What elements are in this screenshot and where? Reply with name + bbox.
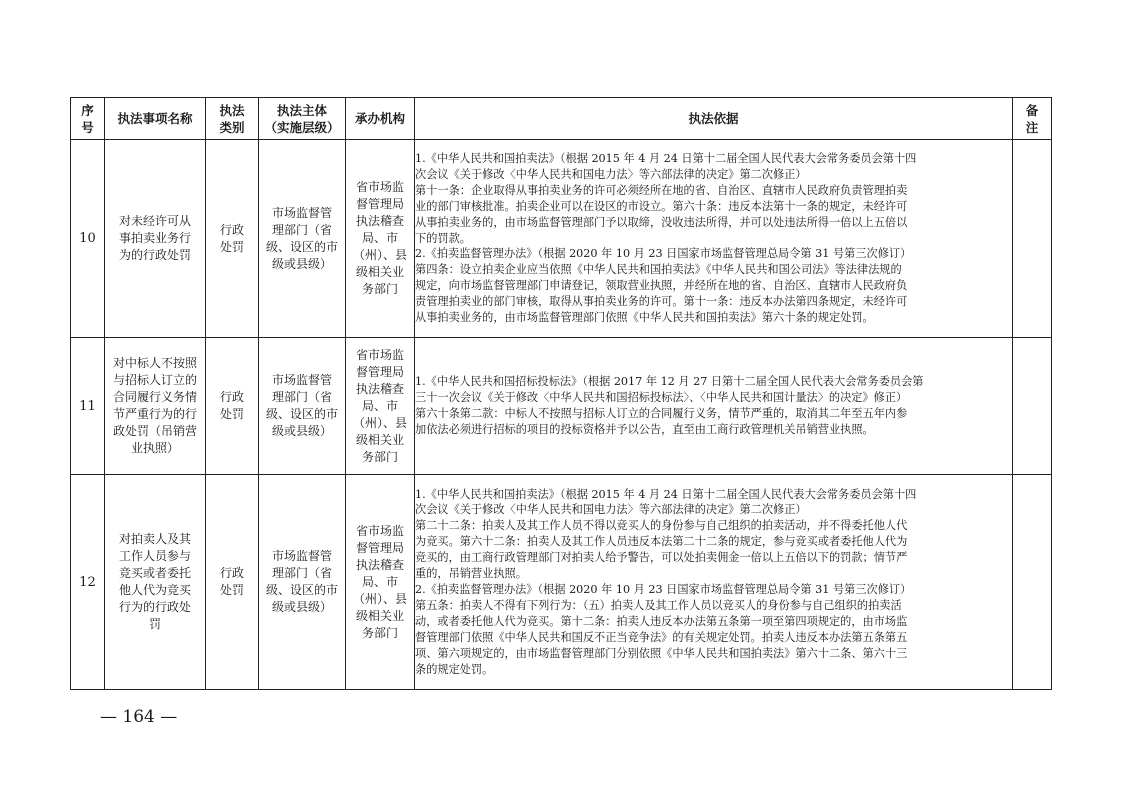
row-item-name: 对未经许可从 事拍卖业务行 为的行政处罚 [105,140,206,338]
header-organization: 承办机构 [346,98,415,140]
row-basis: 1.《中华人民共和国拍卖法》（根据 2015 年 4 月 24 日第十二届全国人民代表大会常务委员会第十四 次会议《关于修改〈中华人民共和国电力法〉等六部法律的决定》第二次修正） 第二十二条：拍卖人及其工作人员不得以竞买人的身份参与自己组织的拍卖活动，并不得委托他人代 为竞买。第六十二条：拍卖人及其工作人员违反本法第二十二条的规定，参与竞买或者委托他人代为 竞买的，由工商行政管理部门对拍卖人给予警告，可以处拍卖佣金一倍以上五倍以下的罚款；情节严 重的，吊销营业执照。 2.《拍卖监督管理办法》（根据 2020 年 10 月 23 日国家市场监督管理总局令第 31 号第三次修订） 第五条：拍卖人不得有下列行为：（五）拍卖人及其工作人员以竞买人的身份参与自己组织的拍卖活 动，或者委托他人代为竞买。第十二条：拍卖人违反本办法第五条第一项至第四项规定的，由市场监 督管理部门依照《中华人民共和国反不正当竞争法》的有关规定处罚。拍卖人违反本办法第五条第五 项、第六项规定的，由市场监督管理部门分别依照《中华人民共和国拍卖法》第六十二条、第六十三 条的规定处罚。 [415,475,1013,690]
row-subject: 市场监督管 理部门（省 级、设区的市 级或县级） [259,338,346,475]
row-item-name: 对中标人不按照 与招标人订立的 合同履行义务情 节严重行为的行 政处罚（吊销营 业执照） [105,338,206,475]
row-organization: 省市场监 督管理局 执法稽查 局、市 （州）、县 级相关业 务部门 [346,140,415,338]
row-note [1013,338,1052,475]
header-item-name: 执法事项名称 [105,98,206,140]
row-subject: 市场监督管 理部门（省 级、设区的市 级或县级） [259,140,346,338]
header-row [71,98,1052,140]
row-subject: 市场监督管 理部门（省 级、设区的市 级或县级） [259,475,346,690]
row-category: 行政 处罚 [206,140,259,338]
row-note [1013,475,1052,690]
row-organization: 省市场监 督管理局 执法稽查 局、市 （州）、县 级相关业 务部门 [346,338,415,475]
row-basis: 1.《中华人民共和国招标投标法》（根据 2017 年 12 月 27 日第十二届全国人民代表大会常务委员会第 三十一次会议《关于修改〈中华人民共和国招标投标法〉、〈中华人民共和国计量法〉的决定》修正） 第六十条第二款：中标人不按照与招标人订立的合同履行义务，情节严重的，取消其二年至五年内参 加依法必须进行招标的项目的投标资格并予以公告，直至由工商行政管理机关吊销营业执照。 [415,338,1013,475]
table-row [71,140,1052,338]
header-note: 备 注 [1013,98,1052,140]
table-row [71,338,1052,475]
page-number: — 164 — [100,707,178,727]
row-item-name: 对拍卖人及其 工作人员参与 竞买或者委托 他人代为竞买 行为的行政处 罚 [105,475,206,690]
enforcement-table [70,97,1052,690]
row-category: 行政 处罚 [206,475,259,690]
header-subject: 执法主体 （实施层级） [259,98,346,140]
table-row [71,475,1052,690]
row-seq: 12 [71,475,105,690]
row-note [1013,140,1052,338]
header-seq: 序 号 [71,98,105,140]
row-basis: 1.《中华人民共和国拍卖法》（根据 2015 年 4 月 24 日第十二届全国人民代表大会常务委员会第十四 次会议《关于修改〈中华人民共和国电力法〉等六部法律的决定》第二次修正） 第十一条：企业取得从事拍卖业务的许可必须经所在地的省、自治区、直辖市人民政府负责管理拍卖 业的部门审核批准。拍卖企业可以在设区的市设立。第六十条：违反本法第十一条的规定，未经许可 从事拍卖业务的，由市场监督管理部门予以取缔，没收违法所得，并可以处违法所得一倍以上五倍以 下的罚款。 2.《拍卖监督管理办法》（根据 2020 年 10 月 23 日国家市场监督管理总局令第 31 号第三次修订） 第四条：设立拍卖企业应当依照《中华人民共和国拍卖法》《中华人民共和国公司法》等法律法规的 规定，向市场监督管理部门申请登记，领取营业执照，并经所在地的省、自治区、直辖市人民政府负 责管理拍卖业的部门审核，取得从事拍卖业务的许可。第十一条：违反本办法第四条规定，未经许可 从事拍卖业务的，由市场监督管理部门依照《中华人民共和国拍卖法》第六十条的规定处罚。 [415,140,1013,338]
row-seq: 10 [71,140,105,338]
header-category: 执法 类别 [206,98,259,140]
header-basis: 执法依据 [415,98,1013,140]
row-seq: 11 [71,338,105,475]
row-category: 行政 处罚 [206,338,259,475]
row-organization: 省市场监 督管理局 执法稽查 局、市 （州）、县 级相关业 务部门 [346,475,415,690]
